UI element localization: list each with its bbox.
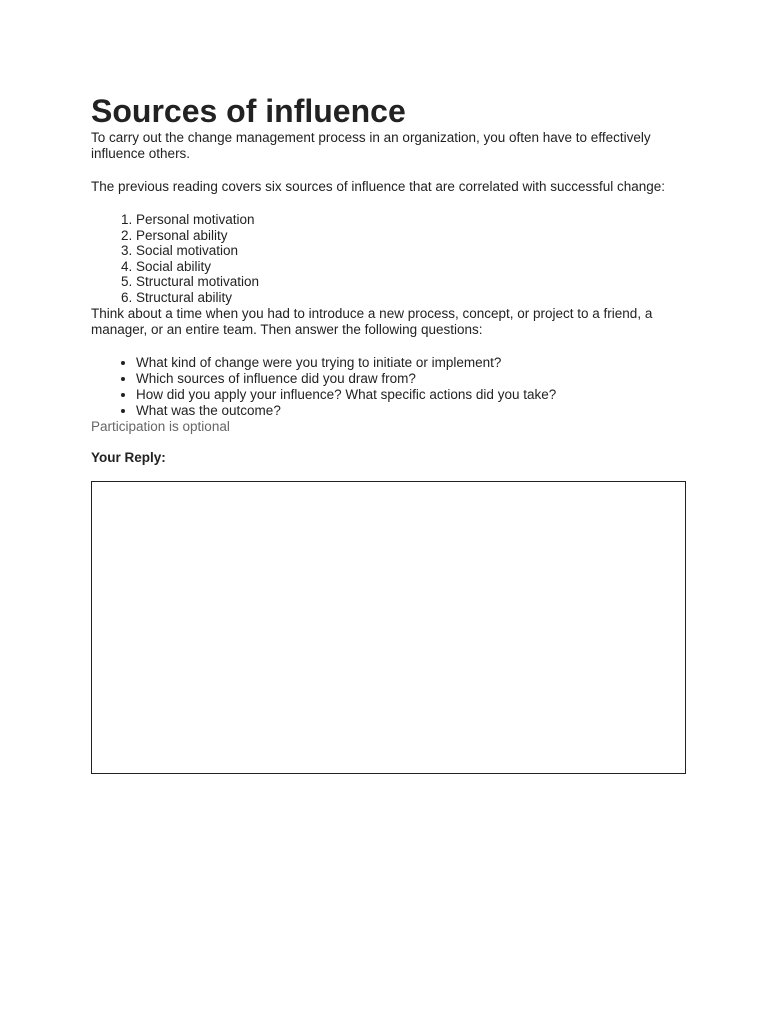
sources-list xyxy=(91,212,691,306)
question-item: • How did you apply your influence? What specific actions did you take? xyxy=(136,387,691,403)
prompt-text: Think about a time when you had to introduce a new process, concept, or project to a friend, a manager, or an entire team. Then answer the following questions: xyxy=(91,305,653,337)
intro-text: To carry out the change management process in an organization, you often have to effectively influence others. xyxy=(91,130,651,161)
participation-note: Participation is optional xyxy=(91,418,230,434)
page-title: Sources of influence xyxy=(91,93,406,129)
questions-list xyxy=(91,355,691,419)
source-item: 4. Social ability xyxy=(136,259,691,275)
reply-label: Your Reply: xyxy=(91,449,166,465)
discussion-page xyxy=(91,92,691,466)
reply-box xyxy=(91,481,686,774)
source-item: 6. Structural ability xyxy=(136,290,691,306)
source-item: 3. Social motivation xyxy=(136,243,691,259)
source-item: 2. Personal ability xyxy=(136,228,691,244)
reading-text: The previous reading covers six sources of influence that are correlated with successful change: xyxy=(91,179,666,194)
reply-input[interactable] xyxy=(92,482,685,773)
source-item: 1. Personal motivation xyxy=(136,212,691,228)
question-item: • Which sources of influence did you draw from? xyxy=(136,371,691,387)
source-item: 5. Structural motivation xyxy=(136,274,691,290)
question-item: • What was the outcome? xyxy=(136,403,691,419)
question-item: • What kind of change were you trying to initiate or implement? xyxy=(136,355,691,371)
